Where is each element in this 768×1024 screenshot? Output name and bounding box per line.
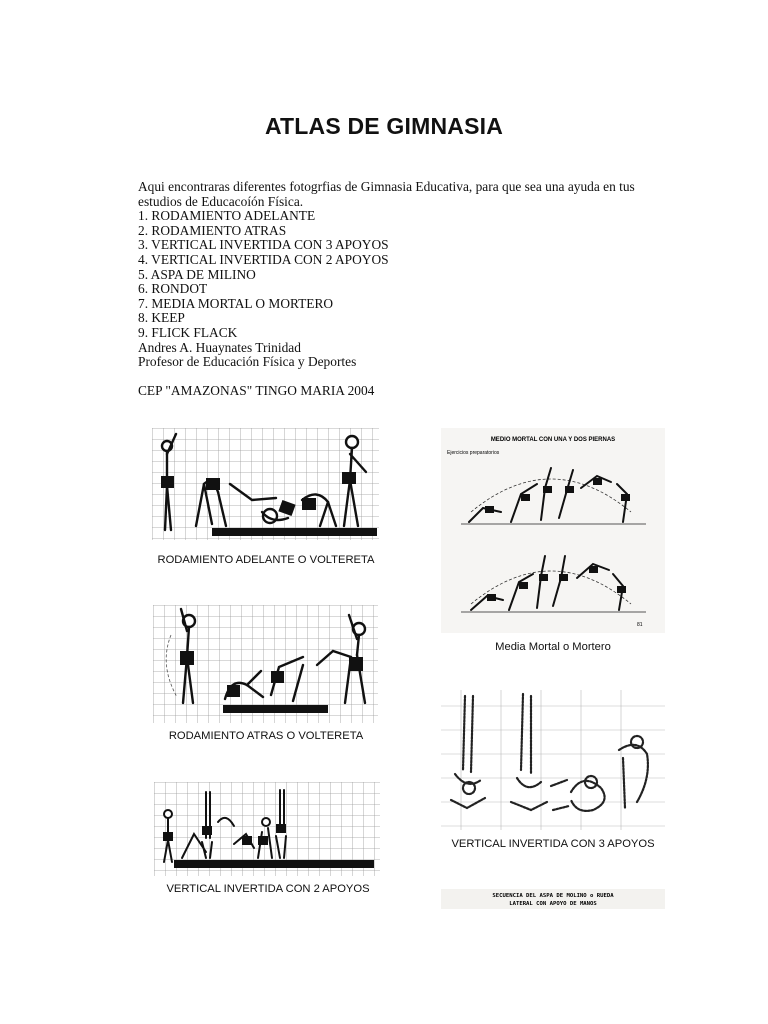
figure-rodamiento-adelante bbox=[152, 428, 379, 540]
document-title: ATLAS DE GIMNASIA bbox=[264, 113, 504, 139]
author-title: Profesor de Educación Física y Deportes bbox=[138, 354, 357, 370]
figure-heading: LATERAL CON APOYO DE MANOS bbox=[509, 901, 597, 907]
list-item: 3. VERTICAL INVERTIDA CON 3 APOYOS bbox=[138, 237, 389, 253]
figure-caption: RODAMIENTO ADELANTE O VOLTERETA bbox=[157, 554, 375, 566]
figure-aspa-molino bbox=[441, 889, 665, 909]
gymnast-sequence-illustration bbox=[152, 428, 379, 540]
list-item: 4. VERTICAL INVERTIDA CON 2 APOYOS bbox=[138, 251, 389, 267]
figure-caption: VERTICAL INVERTIDA CON 3 APOYOS bbox=[451, 838, 655, 850]
gymnast-sequence-illustration bbox=[153, 605, 378, 723]
figure-rodamiento-atras bbox=[153, 605, 378, 723]
list-item: 6. RONDOT bbox=[138, 281, 208, 297]
list-item: 2. RODAMIENTO ATRAS bbox=[138, 222, 287, 238]
author-name: Andres A. Huaynates Trinidad bbox=[138, 339, 301, 355]
gymnast-sequence-illustration bbox=[441, 690, 665, 830]
figure-caption: Media Mortal o Mortero bbox=[495, 641, 611, 653]
figure-media-mortal bbox=[441, 428, 665, 633]
figure-caption: VERTICAL INVERTIDA CON 2 APOYOS bbox=[166, 883, 370, 895]
intro-line: estudios de Educacoíón Física. bbox=[138, 193, 304, 209]
figure-page-number: 81 bbox=[637, 622, 643, 628]
list-item: 5. ASPA DE MILINO bbox=[138, 266, 256, 282]
gymnast-sequence-illustration bbox=[154, 782, 380, 876]
figure-heading: MEDIO MORTAL CON UNA Y DOS PIERNAS bbox=[490, 437, 616, 443]
list-item: 7. MEDIA MORTAL O MORTERO bbox=[138, 295, 334, 311]
school-line: CEP "AMAZONAS" TINGO MARIA 2004 bbox=[138, 383, 375, 399]
figure-caption: RODAMIENTO ATRAS O VOLTERETA bbox=[168, 730, 364, 742]
figure-vertical-3-apoyos bbox=[441, 690, 665, 830]
intro-line: Aqui encontraras diferentes fotogrfias de Gimnasia Educativa, para que sea una ayuda en tus bbox=[138, 179, 635, 194]
list-item: 1. RODAMIENTO ADELANTE bbox=[138, 208, 316, 224]
gymnast-sequence-illustration bbox=[441, 428, 665, 633]
figure-heading-strip bbox=[441, 889, 665, 909]
figure-heading: SECUENCIA DEL ASPA DE MOLINO o RUEDA bbox=[492, 893, 614, 899]
figure-subheading: Ejercicios preparatorios bbox=[447, 450, 500, 456]
list-item: 9. FLICK FLACK bbox=[138, 324, 238, 340]
list-item: 8. KEEP bbox=[138, 310, 185, 326]
figure-vertical-2-apoyos bbox=[154, 782, 380, 876]
intro-text bbox=[138, 180, 658, 399]
